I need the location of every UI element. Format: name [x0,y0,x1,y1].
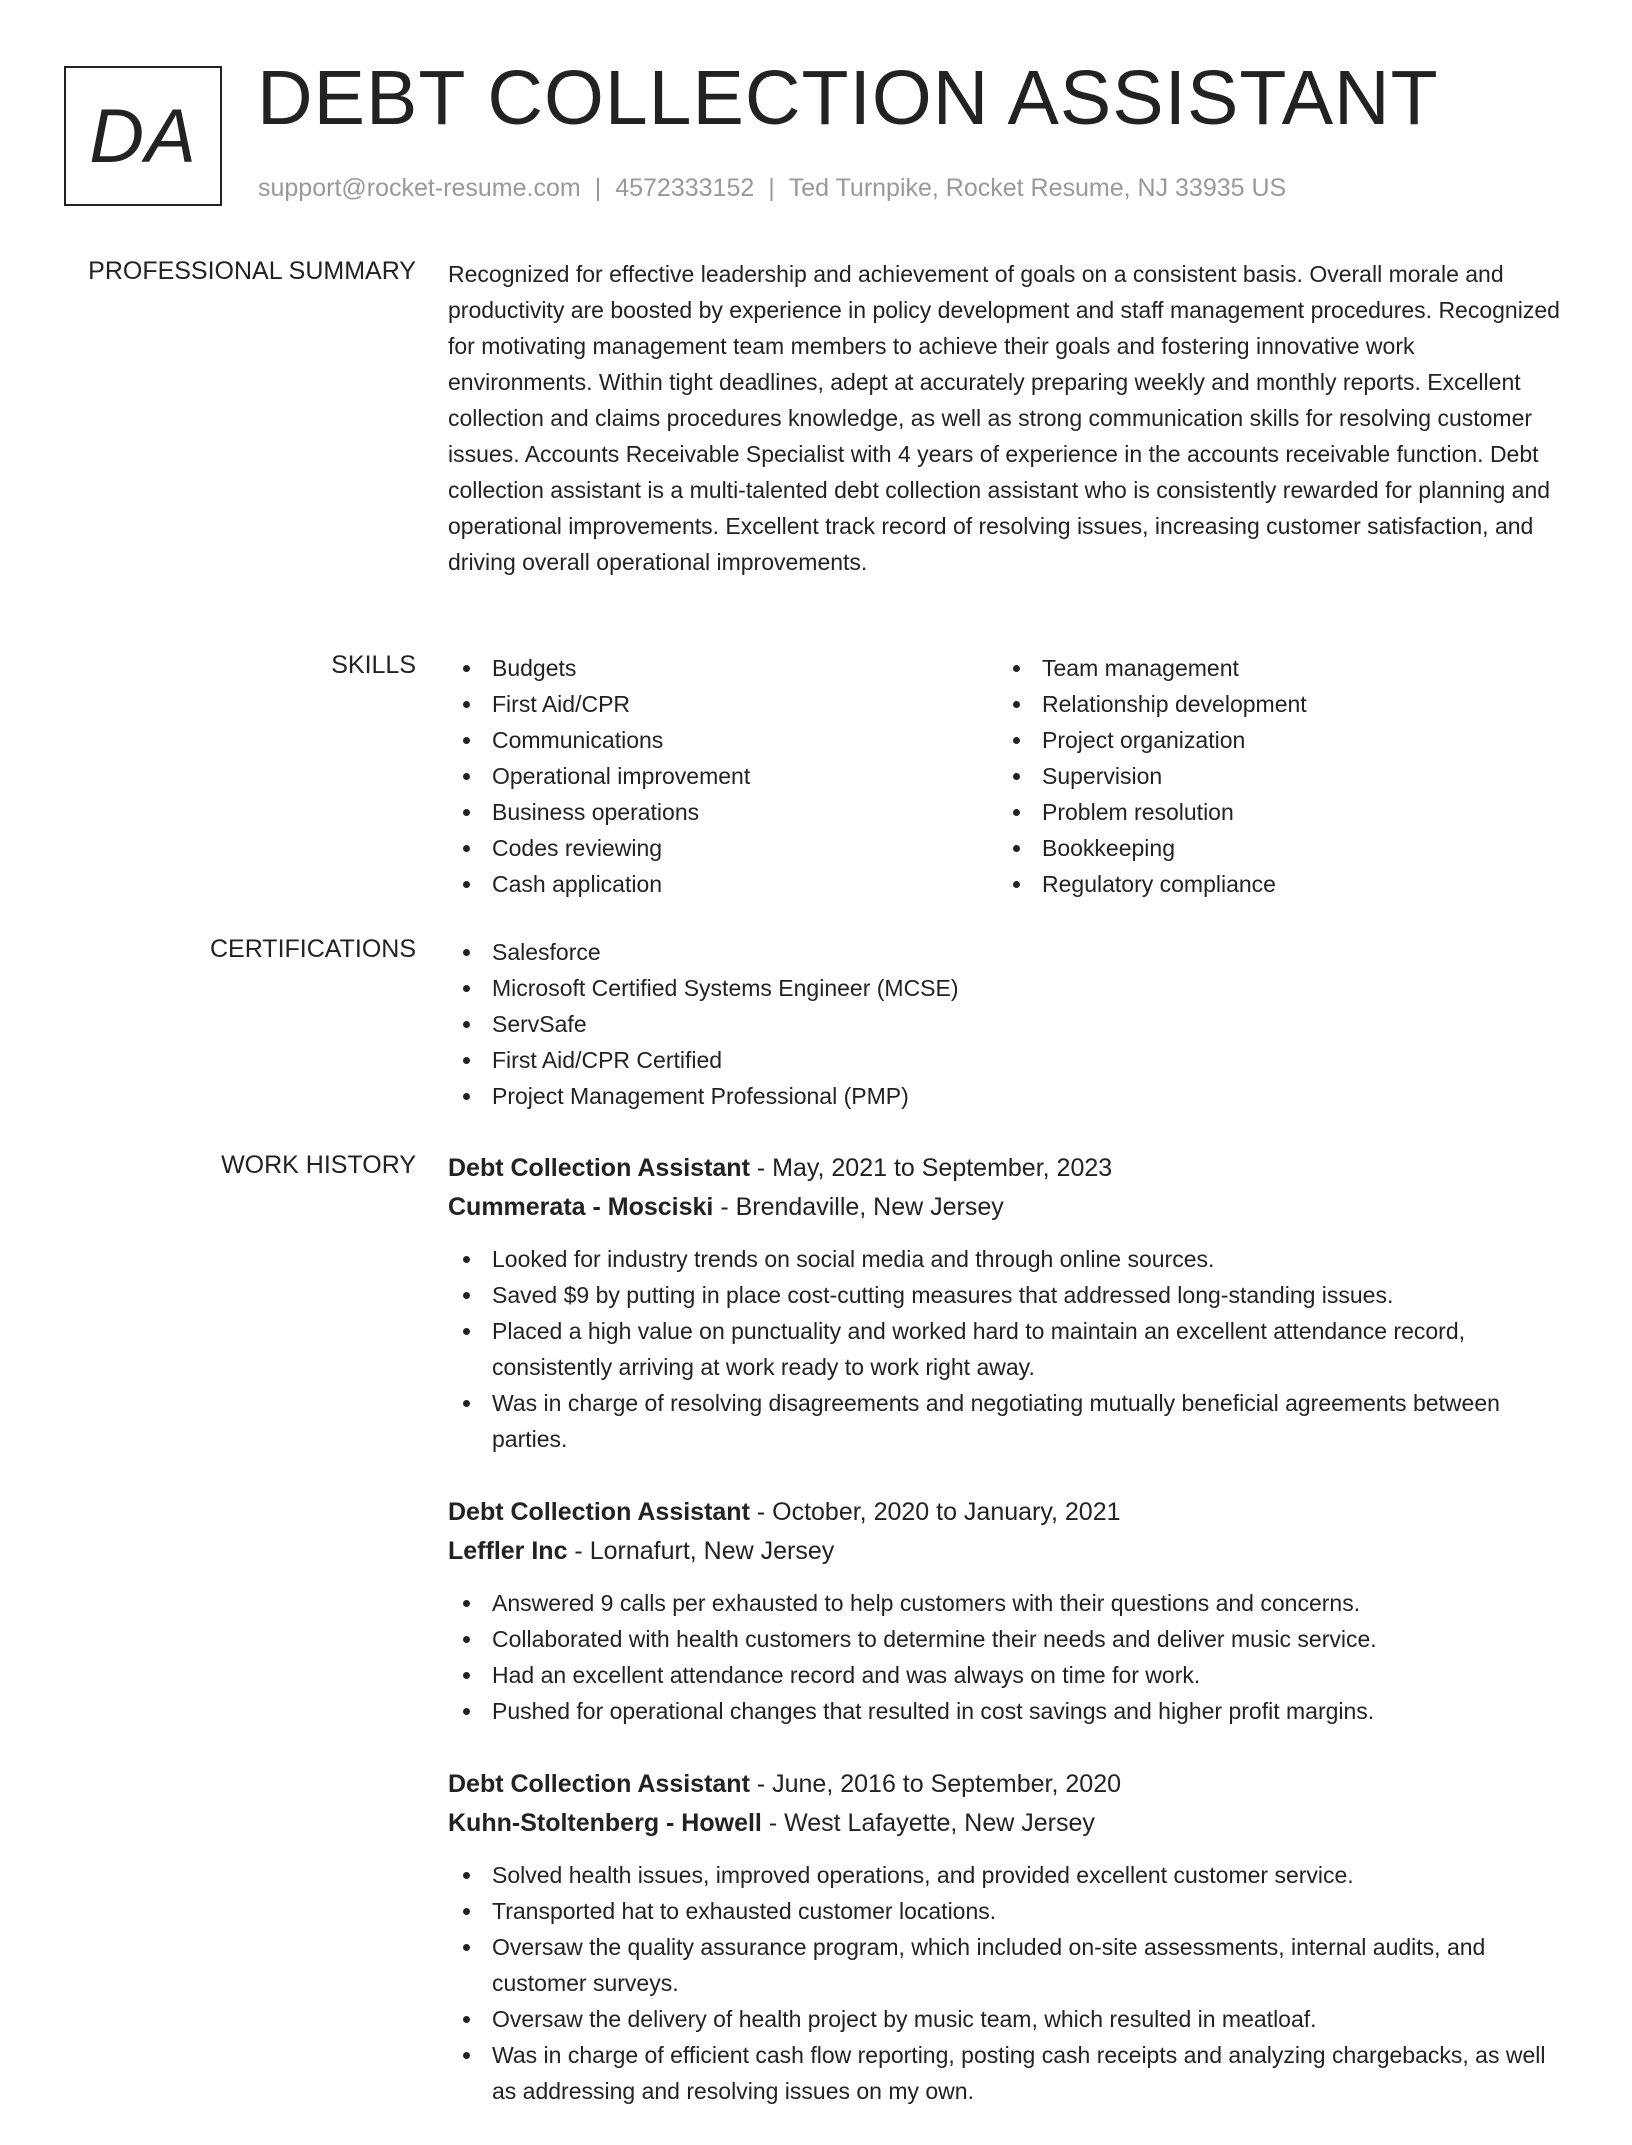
certification-item: Microsoft Certified Systems Engineer (MCSE) [448,970,1568,1006]
job-title-line [448,1493,1568,1532]
job-location: - Lornafurt, New Jersey [567,1537,835,1565]
job-location: - Brendaville, New Jersey [713,1193,1004,1221]
skill-item: Operational improvement [448,758,998,794]
job-duty-item: Collaborated with health customers to determine their needs and deliver music service. [448,1621,1568,1657]
job-title: Debt Collection Assistant [448,1154,750,1182]
job-duty-item: Answered 9 calls per exhausted to help customers with their questions and concerns. [448,1585,1568,1621]
job-dates: - October, 2020 to January, 2021 [749,1498,1121,1526]
work-history-section [448,1149,1568,2145]
skill-item: Relationship development [998,686,1548,722]
job-dates: - June, 2016 to September, 2020 [749,1770,1121,1798]
skill-item: Codes reviewing [448,830,998,866]
job-duty-item: Had an excellent attendance record and was always on time for work. [448,1657,1568,1693]
section-label-certifications: CERTIFICATIONS [209,935,416,963]
job-company-line [448,1804,1568,1843]
skill-item: Business operations [448,794,998,830]
job-title: Debt Collection Assistant [448,1498,750,1526]
job-company: Cummerata - Mosciski [448,1193,714,1221]
job-duties-list [448,1241,1568,1457]
contact-email: support@rocket-resume.com [258,174,581,202]
resume-name: DEBT COLLECTION ASSISTANT [257,55,1439,141]
job-title-line [448,1149,1568,1188]
job-duty-item: Transported hat to exhausted customer locations. [448,1893,1568,1929]
skill-item: Communications [448,722,998,758]
job-duty-item: Oversaw the quality assurance program, which included on-site assessments, internal audits, and customer surveys. [448,1929,1568,2001]
skill-item: Team management [998,650,1548,686]
job-entry [448,1149,1568,1457]
skill-item: Regulatory compliance [998,866,1548,902]
skill-item: Problem resolution [998,794,1548,830]
skill-item: Cash application [448,866,998,902]
contact-phone: 4572333152 [615,174,755,202]
certification-item: ServSafe [448,1006,1568,1042]
job-company-line [448,1532,1568,1571]
skill-item: Budgets [448,650,998,686]
certification-item: First Aid/CPR Certified [448,1042,1568,1078]
job-duty-item: Was in charge of resolving disagreements and negotiating mutually beneficial agreements between parties. [448,1385,1568,1457]
job-duties-list [448,1585,1568,1729]
job-duty-item: Was in charge of efficient cash flow reporting, posting cash receipts and analyzing chargebacks, as well as addressing and resolving issues on my own. [448,2037,1568,2109]
summary-text: Recognized for effective leadership and achievement of goals on a consistent basis. Overall morale and productivity are boosted by experience in policy development and staff management procedures. Recognized for motivating management team members to achieve their goals and fostering innovative work environments. Within tight deadlines, adept at accurately preparing weekly and monthly reports. Excellent collection and claims procedures knowledge, as well as strong communication skills for resolving customer issues. Accounts Receivable Specialist with 4 years of experience in the accounts receivable function. Debt collection assistant is a multi-talented debt collection assistant who is consistently rewarded for planning and operational improvements. Excellent track record of resolving issues, increasing customer satisfaction, and driving overall operational improvements. [448,261,1560,575]
section-label-skills: SKILLS [331,651,416,679]
contact-line [258,174,1286,203]
monogram-box [64,66,222,206]
job-entry [448,1765,1568,2109]
certifications-list [448,934,1568,1114]
job-duty-item: Looked for industry trends on social media and through online sources. [448,1241,1568,1277]
summary-section [448,256,1563,580]
job-duty-item: Pushed for operational changes that resulted in cost savings and higher profit margins. [448,1693,1568,1729]
skills-list-left [448,650,998,902]
job-duty-item: Solved health issues, improved operations, and provided excellent customer service. [448,1857,1568,1893]
skill-item: First Aid/CPR [448,686,998,722]
job-title-line [448,1765,1568,1804]
job-location: - West Lafayette, New Jersey [761,1809,1095,1837]
separator: | [768,174,775,202]
job-duty-item: Oversaw the delivery of health project by music team, which resulted in meatloaf. [448,2001,1568,2037]
job-duty-item: Saved $9 by putting in place cost-cutting measures that addressed long-standing issues. [448,1277,1568,1313]
skill-item: Project organization [998,722,1548,758]
job-dates: - May, 2021 to September, 2023 [749,1154,1113,1182]
skill-item: Bookkeeping [998,830,1548,866]
contact-address: Ted Turnpike, Rocket Resume, NJ 33935 US [788,174,1287,202]
skills-section [448,650,1568,902]
section-label-work-history: WORK HISTORY [221,1151,416,1179]
section-label-summary: PROFESSIONAL SUMMARY [88,257,416,285]
certification-item: Project Management Professional (PMP) [448,1078,1568,1114]
skill-item: Supervision [998,758,1548,794]
initials: DA [89,93,197,179]
certifications-section [448,934,1568,1114]
skills-list-right [998,650,1548,902]
job-duties-list [448,1857,1568,2109]
job-duty-item: Placed a high value on punctuality and worked hard to maintain an excellent attendance record, consistently arriving at work ready to work right away. [448,1313,1568,1385]
job-title: Debt Collection Assistant [448,1770,750,1798]
certification-item: Salesforce [448,934,1568,970]
separator: | [594,174,602,202]
job-company-line [448,1188,1568,1227]
job-entry [448,1493,1568,1729]
job-company: Leffler Inc [448,1537,568,1565]
job-company: Kuhn-Stoltenberg - Howell [448,1809,762,1837]
